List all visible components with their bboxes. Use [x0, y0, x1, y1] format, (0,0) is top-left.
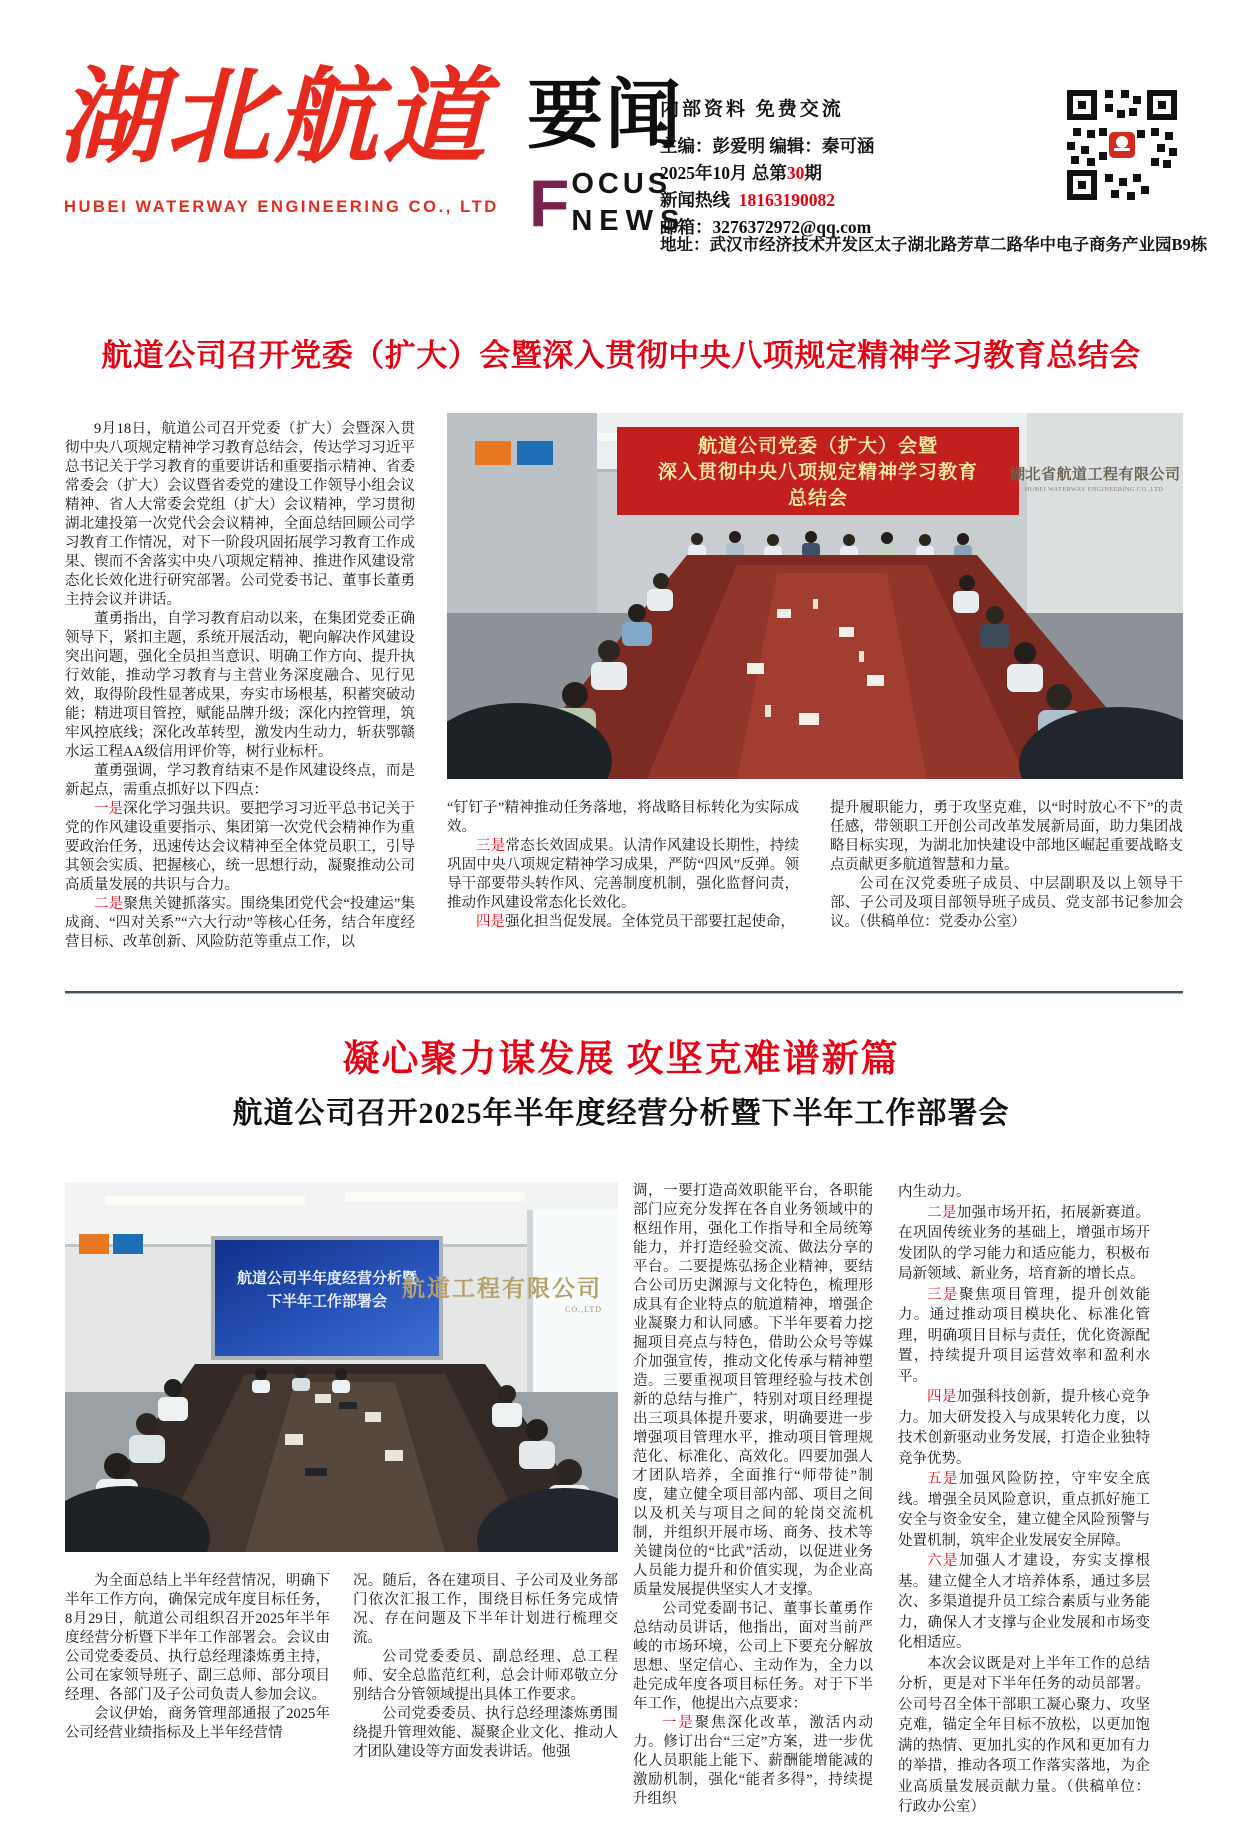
internal-notice: 内部资料 免费交流 — [660, 99, 844, 120]
article1-column-2 — [447, 799, 799, 932]
focus-word: OCUS — [571, 168, 672, 200]
paragraph-lead: 三是 — [476, 838, 506, 854]
article2-headline: 凝心聚力谋发展 攻坚克难谱新篇 — [342, 1039, 900, 1080]
article2-column-d — [898, 1182, 1150, 1818]
screen-line: 下半年工作部署会 — [266, 1294, 387, 1310]
banner-line: 航道公司党委（扩大）会暨 — [697, 436, 938, 457]
paragraph-lead: 四是 — [927, 1389, 957, 1405]
article1-meeting-photo — [447, 413, 1183, 779]
hotline-number: 18163190082 — [738, 190, 835, 210]
screen-line: 航道公司半年度经营分析暨 — [236, 1271, 417, 1287]
paragraph — [898, 1203, 1150, 1285]
paragraph: 调，一要打造高效职能平台，各职能部门应充分发挥在各自业务领域中的枢纽作用，强化工作指导和全局统筹能力，并打造经验交流、做法分享的平台。二要提炼弘扬企业精神，要结合公司历史渊源与文化特色，梳理形成具有企业特点的航道精神，增强企业凝聚力和认同感。下半年要着力挖掘项目亮点与特色，借助公众号等媒介加强宣传，推动文化传承与精神塑造。三要重视项目管理经验与技术创新的总结与推广，特别对项目经理提出三项具体提升要求，明确要进一步增强项目管理水平，推动项目管理规范化、标准化、高效化。四要加强人才团队培养，全面推行“师带徒”制度，建立健全项目部内部、项目之间以及机关与项目之间的轮岗交流机制，并组织开展市场、商务、技术等关键岗位的“比武”活动，以促进业务人员能力提升和价值实现，为企业高质量发展提供坚实人才支撑。 — [633, 1183, 873, 1598]
company-wall-sign — [1010, 463, 1181, 493]
section-title-cn: 要闻 — [527, 74, 683, 158]
paragraph — [447, 837, 799, 913]
paragraph-text: 强化担当促发展。全体党员干部要扛起使命， — [505, 914, 795, 930]
issue-number: 30 — [786, 163, 805, 183]
article2-column-c — [633, 1182, 873, 1809]
paragraph-lead: 五是 — [927, 1471, 960, 1487]
paragraph-text: 加强科技创新，提升核心竞争力。加大研发投入与成果转化力度，以技术创新驱动业务发展，打造企业独特竞争优势。 — [898, 1389, 1151, 1467]
paragraph: 本次会议既是对上半年工作的总结分析，更是对下半年任务的动员部署。公司号召全体干部职工凝心聚力、攻坚克难，锚定全年目标不放松，以更加饱满的热情、更加扎实的作风和更加有力的举措，推动各项工作落实落地，为企业高质量发展贡献力量。（供稿单位：行政办公室） — [898, 1655, 1150, 1815]
article1-column-1 — [65, 420, 415, 952]
banner-line: 深入贯彻中央八项规定精神学习教育 — [657, 462, 978, 483]
paragraph: 董勇强调，学习教育结束不是作风建设终点，而是新起点，需重点抓好以下四点： — [65, 763, 415, 798]
paragraph-lead: 一是 — [94, 801, 124, 817]
paragraph-text: 聚焦关键抓落实。围绕集团党代会“投建运”集成商、“四对关系”“六大行动”等核心任务，结合年度经营目标、改革创新、风险防范等重点工作，以 — [65, 896, 416, 950]
paragraph — [65, 895, 415, 952]
article1-column-3 — [830, 799, 1183, 932]
focus-initial-letter: F — [529, 166, 570, 240]
paragraph: 会议伊始，商务管理部通报了2025年公司经营业绩指标及上半年经营情 — [65, 1706, 330, 1741]
paragraph — [447, 913, 799, 932]
article2-subtitle: 航道公司召开2025年半年度经营分析暨下半年工作部署会 — [232, 1097, 1010, 1130]
paragraph: 提升履职能力，勇于攻坚克难，以“时时放心不下”的责任感，带领职工开创公司改革发展新局面，助力集团战略目标实现，为湖北加快建设中部地区崛起重要战略支点贡献更多航道智慧和力量。 — [830, 800, 1183, 873]
wall-sign-en: CO.,LTD — [565, 1305, 602, 1314]
paragraph-text: 加强人才建设，夯实支撑根基。建立健全人才培养体系，通过多层次、多渠道提升员工综合素质与业务能力，确保人才支撑与企业发展和市场变化相适应。 — [898, 1553, 1151, 1651]
paragraph-lead: 三是 — [927, 1286, 960, 1303]
section-divider — [65, 991, 1183, 994]
paragraph-text: 加强市场开拓，拓展新赛道。在巩固传统业务的基础上，增强市场开发团队的学习能力和适应能力，积极布局新领域、新业务，培育新的增长点。 — [898, 1204, 1151, 1282]
paragraph: 公司党委委员、副总经理、总工程师、安全总监范红利，总会计师邓敬立分别结合分管领域提出具体工作要求。 — [353, 1649, 618, 1703]
paragraph: 公司党委副书记、董事长董勇作总结动员讲话，他指出，面对当前严峻的市场环境，公司上下要充分解放思想、坚定信心、主动作为，全力以赴完成年度各项目标任务。对于下半年工作，他提出六点要求： — [633, 1601, 873, 1712]
hotline-line: 新闻热线 18163190082 — [660, 190, 835, 210]
paragraph: 董勇指出，自学习教育启动以来，在集团党委正确领导下，紧扣主题，系统开展活动，靶向解决作风建设突出问题，强化全员担当意识、明确工作方向、提升执行效能，推动学习教育与主营业务深度融合、见行见效，取得阶段性显著成果，夯实市场根基，积蓄突破动能；精进项目管控，赋能品牌升级；深化内控管理，筑牢风控底线；深化改革转型，激发内生动力，斩获鄂赣水运工程AA级信用评价等，树行业标杆。 — [65, 611, 415, 760]
paragraph: 公司在汉党委班子成员、中层副职及以上领导干部、子公司及项目部领导班子成员、党支部书记参加会议。（供稿单位：党委办公室） — [830, 876, 1183, 930]
paragraph-text: 常态长效固成果。认清作风建设长期性，持续巩固中央八项规定精神学习成果，严防“四风”反弹。领导干部要带头转作风、完善制度机制，强化监督问责，推动作风建设常态化长效化。 — [447, 838, 800, 911]
news-word: NEWS — [571, 205, 687, 237]
paragraph — [65, 800, 415, 895]
paragraph-lead: 一是 — [662, 1715, 695, 1731]
paragraph: 内生动力。 — [898, 1184, 971, 1200]
article1-title: 航道公司召开党委（扩大）会暨深入贯彻中央八项规定精神学习教育总结会 — [101, 338, 1141, 373]
meeting-banner — [617, 427, 1019, 515]
masthead-logo-english: HUBEI WATERWAY ENGINEERING CO., LTD — [64, 198, 499, 216]
article2-column-a — [65, 1572, 330, 1743]
masthead-logo-calligraphy: 湖北航道 — [58, 61, 491, 176]
article2-column-b — [353, 1572, 618, 1762]
editors-line: 主编：彭爱明 编辑：秦可涵 — [660, 136, 875, 156]
email-line: 邮箱：3276372972@qq.com — [660, 217, 872, 237]
paragraph — [898, 1551, 1150, 1654]
banner-line: 总结会 — [787, 488, 848, 509]
paragraph-text: 深化学习强共识。要把学习习近平总书记关于党的作风建设重要指示、集团第一次党代会精神作为重要政治任务，迅速传达会议精神至全体党员职工，引导其领会实质、把握核心，统一思想行动，凝聚推动公司高质量发展的共识与合力。 — [65, 801, 416, 893]
paragraph-lead: 二是 — [927, 1204, 957, 1221]
paragraph-lead: 六是 — [927, 1553, 960, 1569]
article2-meeting-photo — [65, 1182, 618, 1552]
wall-sign-cn: 湖北省航道工程有限公司 — [1010, 467, 1181, 483]
masthead-info — [660, 94, 1060, 241]
qr-code-icon — [1063, 86, 1181, 209]
paragraph-lead: 四是 — [476, 914, 505, 930]
wall-sign-en: HUBEI WATERWAY ENGINEERING CO.,LTD — [1024, 486, 1164, 493]
paragraph: 为全面总结上半年经营情况，明确下半年工作方向，确保完成年度目标任务，8月29日，航道公司组织召开2025年半年度经营分析暨下半年工作部署会。会议由公司党委委员、执行总经理漆炼勇主持，公司在家领导班子、副三总师、部分项目经理、各部门及子公司负责人参加会议。 — [65, 1573, 330, 1703]
paragraph-text: 聚焦深化改革，激活内动力。修订出台“三定”方案，进一步优化人员职能上能下、薪酬能增能减的激励机制，强化“能者多得”，持续提升组织 — [633, 1715, 873, 1807]
wall-sign-cn: 航道工程有限公司 — [402, 1276, 602, 1301]
paragraph: 公司党委委员、执行总经理漆炼勇围绕提升管理效能、凝聚企业文化、推动人才团队建设等方面发表讲话。他强 — [353, 1706, 618, 1760]
paragraph: 况。随后，各在建项目、子公司及业务部门依次汇报工作，围绕目标任务完成情况、存在问题及下半年计划进行梳理交流。 — [353, 1573, 618, 1646]
paragraph-lead: 二是 — [94, 896, 124, 912]
paragraph — [633, 1714, 873, 1809]
issue-line: 2025年10月 总第30期 — [660, 163, 822, 183]
paragraph — [898, 1387, 1150, 1469]
company-wall-sign — [402, 1270, 602, 1314]
paragraph-text: 聚焦项目管理，提升创效能力。通过推动项目模块化、标准化管理，明确项目目标与责任，优化资源配置，持续提升项目运营效率和盈利水平。 — [898, 1286, 1151, 1385]
paragraph — [898, 1285, 1150, 1388]
paragraph — [898, 1469, 1150, 1551]
paragraph-text: 加强风险防控，守牢安全底线。增强全员风险意识，重点抓好施工安全与资金安全，建立健全风险预警与处置机制，筑牢企业发展安全屏障。 — [898, 1471, 1151, 1549]
paragraph: “钉钉子”精神推动任务落地，将战略目标转化为实际成效。 — [447, 800, 799, 835]
address-line: 地址：武汉市经济技术开发区太子湖北路芳草二路华中电子商务产业园B9栋 — [660, 235, 1208, 254]
paragraph: 9月18日，航道公司召开党委（扩大）会暨深入贯彻中央八项规定精神学习教育总结会，传达学习习近平总书记关于学习教育的重要讲话和重要指示精神、省委常委会（扩大）会议暨省委党的建设工作领导小组会议精神、省人大常委会党组（扩大）会议精神，学习贯彻湖北建投第一次党代会会议精神，全面总结回顾公司学习教育工作情况，对下一阶段巩固拓展学习教育工作成果、锲而不舍落实中央八项规定精神、推进作风建设常态化长效化进行研究部署。公司党委书记、董事长董勇主持会议并讲话。 — [65, 421, 415, 608]
